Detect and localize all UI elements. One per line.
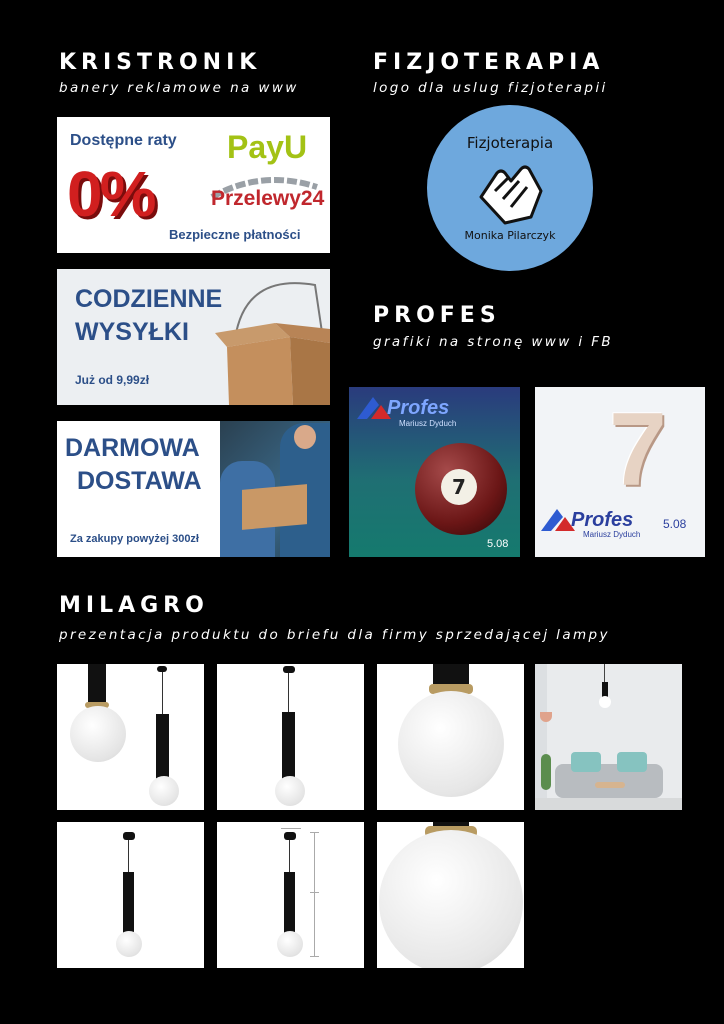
dimension-tick	[310, 956, 319, 957]
dimension-tick	[310, 892, 319, 893]
milagro-subtitle: prezentacja produktu do briefu dla firmy sprzedającej lampy	[59, 627, 610, 643]
lamp-photo-2[interactable]	[217, 664, 364, 810]
lamp-photo-5[interactable]	[57, 822, 204, 968]
ceiling-mount	[283, 666, 295, 673]
delivery-photo	[220, 421, 330, 557]
lamp-globe	[149, 776, 179, 806]
wall-lamp	[540, 712, 552, 722]
cable	[604, 664, 605, 684]
profes-subtitle: grafiki na stronę www i FB	[373, 334, 614, 350]
milagro-title: MILAGRO	[59, 593, 209, 618]
lamp-globe	[275, 776, 305, 806]
lamp-globe	[116, 931, 142, 957]
raty-headline: Dostępne raty	[70, 132, 177, 149]
cable	[288, 673, 289, 713]
ceiling-mount	[123, 832, 135, 840]
cushion	[571, 752, 601, 772]
dimension-line	[281, 828, 301, 829]
dostawa-footer: Za zakupy powyżej 300zł	[70, 533, 199, 545]
banner-dostawa[interactable]	[57, 421, 330, 557]
raty-footer: Bezpieczne płatności	[169, 227, 301, 242]
profes-owner: Mariusz Dyduch	[583, 530, 641, 539]
fizjoterapia-subtitle: logo dla uslug fizjoterapii	[373, 80, 608, 96]
ceiling-mount	[284, 832, 296, 840]
cushion	[617, 752, 647, 772]
ball-number-circle: 7	[441, 469, 477, 505]
profes-logo-icon	[541, 507, 575, 533]
lamp-photo-3[interactable]	[377, 664, 524, 810]
kristronik-subtitle: banery reklamowe na www	[59, 80, 299, 96]
lamp-globe	[277, 931, 303, 957]
lamp-room-photo[interactable]	[535, 664, 682, 810]
billiard-ball	[415, 443, 507, 535]
lamp-tube	[156, 714, 169, 780]
box-illustration-icon	[215, 277, 330, 405]
profes-graphic-billiard[interactable]	[349, 387, 520, 557]
lamp-tube	[433, 664, 469, 686]
banner-raty[interactable]	[57, 117, 330, 253]
lamp-tube	[88, 664, 106, 704]
dimension-tick	[310, 832, 319, 833]
profes-graphic-balloon[interactable]	[535, 387, 705, 557]
lamp-globe	[379, 830, 523, 968]
payu-logo: PayU	[227, 129, 308, 165]
lamp-globe	[70, 706, 126, 762]
przelewy24-logo: Przelewy24	[211, 187, 325, 210]
lamp-photo-1[interactable]	[57, 664, 204, 810]
lamp-tube	[282, 712, 295, 780]
balloon-number: 7	[609, 392, 667, 508]
hands-icon	[475, 157, 547, 229]
dostawa-line2: DOSTAWA	[77, 467, 202, 495]
wysylki-footer: Już od 9,99zł	[75, 373, 150, 387]
banner-wysylki[interactable]	[57, 269, 330, 405]
wysylki-line2: WYSYŁKI	[75, 318, 189, 346]
profes-logo-icon	[357, 395, 391, 421]
lamp-dimensions-photo[interactable]	[217, 822, 364, 968]
kristronik-title: KRISTRONIK	[59, 50, 262, 75]
fizjoterapia-title: FIZJOTERAPIA	[373, 50, 605, 75]
lamp-globe	[599, 696, 611, 708]
zero-percent-graphic: 0%	[67, 158, 154, 230]
dostawa-line1: DARMOWA	[65, 434, 200, 462]
cable	[289, 840, 290, 872]
profes-brand: Profes	[387, 397, 450, 419]
fizjoterapia-logo[interactable]	[427, 105, 593, 271]
profes-title: PROFES	[373, 303, 501, 328]
coffee-table	[595, 782, 625, 788]
dimension-line	[314, 832, 315, 956]
wysylki-line1: CODZIENNE	[75, 285, 223, 313]
cable	[162, 672, 163, 714]
cable	[128, 840, 129, 872]
profes-brand: Profes	[571, 509, 634, 531]
floor	[535, 798, 682, 810]
lamp-tube	[284, 872, 295, 934]
lamp-tube	[123, 872, 134, 934]
lamp-globe	[398, 691, 504, 797]
profes-owner: Mariusz Dyduch	[399, 419, 457, 428]
lamp-closeup-photo[interactable]	[377, 822, 524, 968]
profes-date: 5.08	[663, 517, 687, 531]
logo-bottom-text: Monika Pilarczyk	[464, 229, 556, 242]
plant	[541, 754, 551, 790]
logo-top-text: Fizjoterapia	[466, 134, 554, 152]
profes-date: 5.08	[487, 538, 509, 550]
